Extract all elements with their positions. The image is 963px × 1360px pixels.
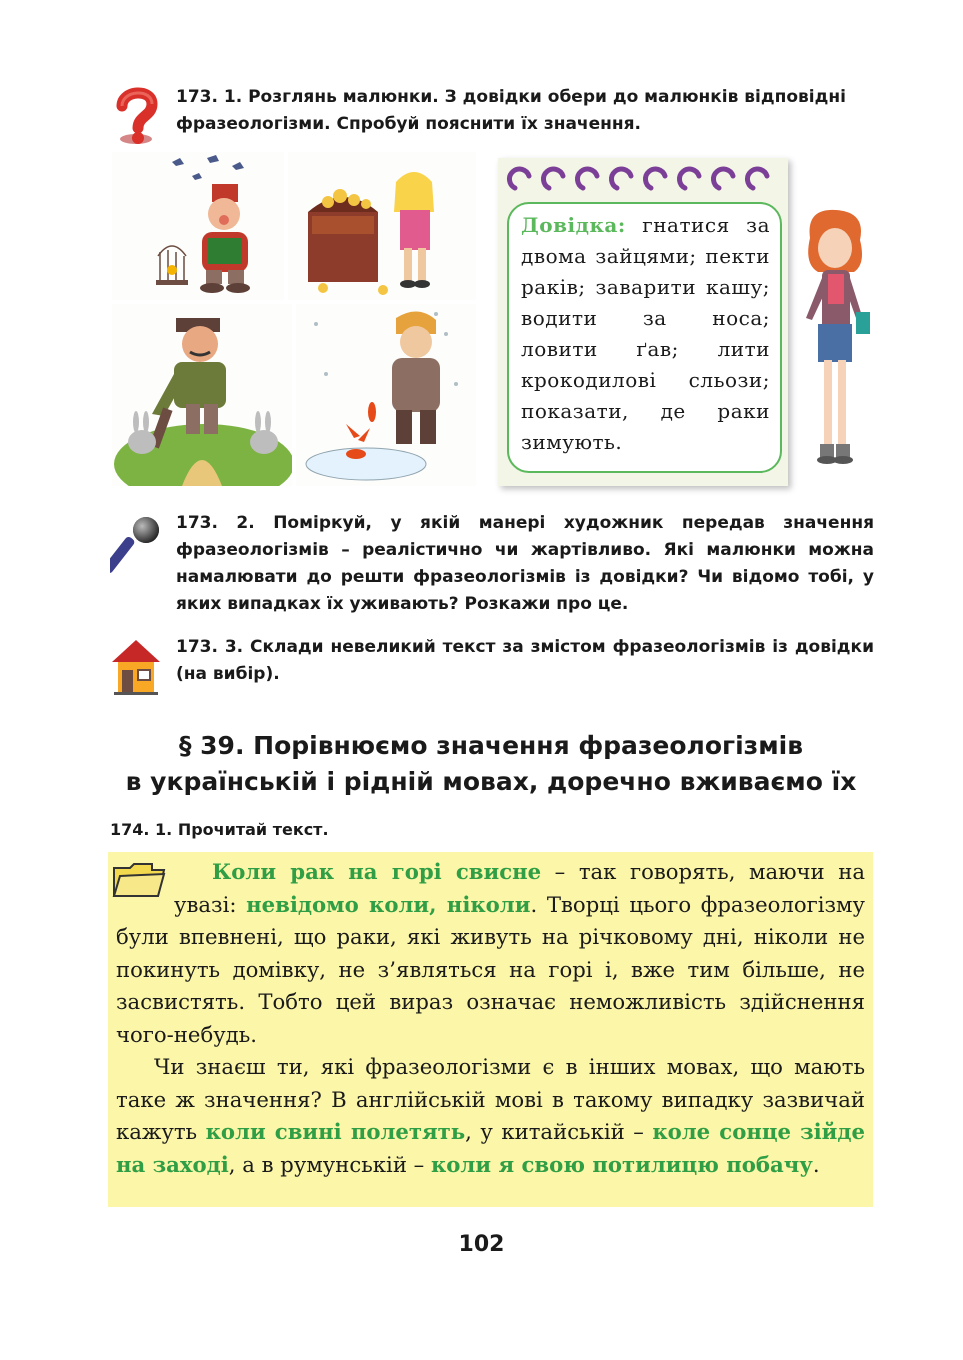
task-text: Склади невеликий текст за змістом фразеологізмів із довідки (на вибір).: [176, 637, 874, 684]
phrase-highlight: коли свині полетять: [205, 1119, 466, 1144]
illustration-two-hares: [112, 304, 292, 486]
task-text-line1: Розглянь малюнки. З довідки обери до малюнків відповідні: [248, 87, 846, 107]
hint-box: [507, 202, 782, 473]
question-mark-icon: [112, 84, 162, 146]
task-number: 173. 2.: [176, 513, 255, 533]
section-heading-line1: § 39. Порівнюємо значення фразеологізмів: [178, 731, 804, 760]
reading-text: Чи знаєш ти, які фразеологізми є в інших мовах, що мають таке ж значення? В англійській мові в такому випадку зазвичай кажуть: [116, 1054, 865, 1144]
reading-paragraph-2: [116, 1051, 865, 1181]
phrase-highlight: коли я свою потилицю побачу: [431, 1151, 813, 1177]
hint-text: гнатися за двома зайцями; пекти раків; заварити кашу; водити за носа; ловити ґав; лити крокодилові сльози; показати, де раки зимують.: [521, 213, 771, 454]
phrase-highlight: Коли рак на горі свисне: [212, 859, 542, 884]
illustrations-panel: [112, 152, 476, 486]
reading-text-box: [108, 852, 873, 1207]
task-173-1: [176, 84, 876, 138]
section-heading: [96, 728, 886, 800]
hint-title: Довідка:: [521, 213, 626, 237]
reading-text: . Творці цього фразеологізму були впевнені, що раки, які живуть на річковому дні, ніколи не покинуть домівку, не з’являться на горі і, вже тим більше, не засвистять. Тобто цей вираз означає неможливість здійснення чого-небудь.: [116, 891, 865, 1047]
task-label: 174. 1. Прочитай текст.: [110, 820, 329, 839]
reading-text: – так говорять, маючи на увазі:: [174, 859, 865, 917]
microphone-icon: [110, 512, 162, 574]
task-173-3: [176, 634, 874, 688]
task-173-2: [176, 510, 874, 618]
page-number: 102: [458, 1232, 505, 1257]
illustration-crayfish-winter: [296, 304, 476, 486]
house-icon: [110, 636, 162, 696]
illustration-catching-crows: [112, 152, 284, 300]
phrase-highlight: коле сонце зійде на заході: [116, 1119, 865, 1177]
spiral-binding-icon: [505, 158, 785, 194]
task-number: 173. 1.: [176, 87, 243, 107]
task-174-1: [110, 820, 329, 839]
reading-text: .: [812, 1151, 820, 1177]
reading-text: , а в румунській –: [228, 1151, 431, 1177]
folder-icon: [112, 860, 166, 898]
phrase-highlight: невідомо коли, ніколи: [246, 891, 531, 917]
illustration-treasure-chest: [288, 152, 476, 300]
reading-text: , у китайській –: [465, 1119, 653, 1144]
reading-paragraph-1: [116, 856, 865, 1051]
task-number: 173. 3.: [176, 637, 244, 657]
task-text-line2: фразеологізми. Спробуй пояснити їх значення.: [176, 114, 641, 134]
girl-illustration: [796, 208, 874, 470]
task-text: Поміркуй, у якій манері художник передав значення фразеологізмів – реалістично чи жартівливо. Які малюнки можна намалювати до решти фразеологізмів із довідки? Чи відомо тобі, у яких випадках їх уживають? Розкажи про це.: [176, 513, 874, 614]
section-heading-line2: в українській і рідній мовах, доречно вживаємо їх: [125, 767, 857, 796]
